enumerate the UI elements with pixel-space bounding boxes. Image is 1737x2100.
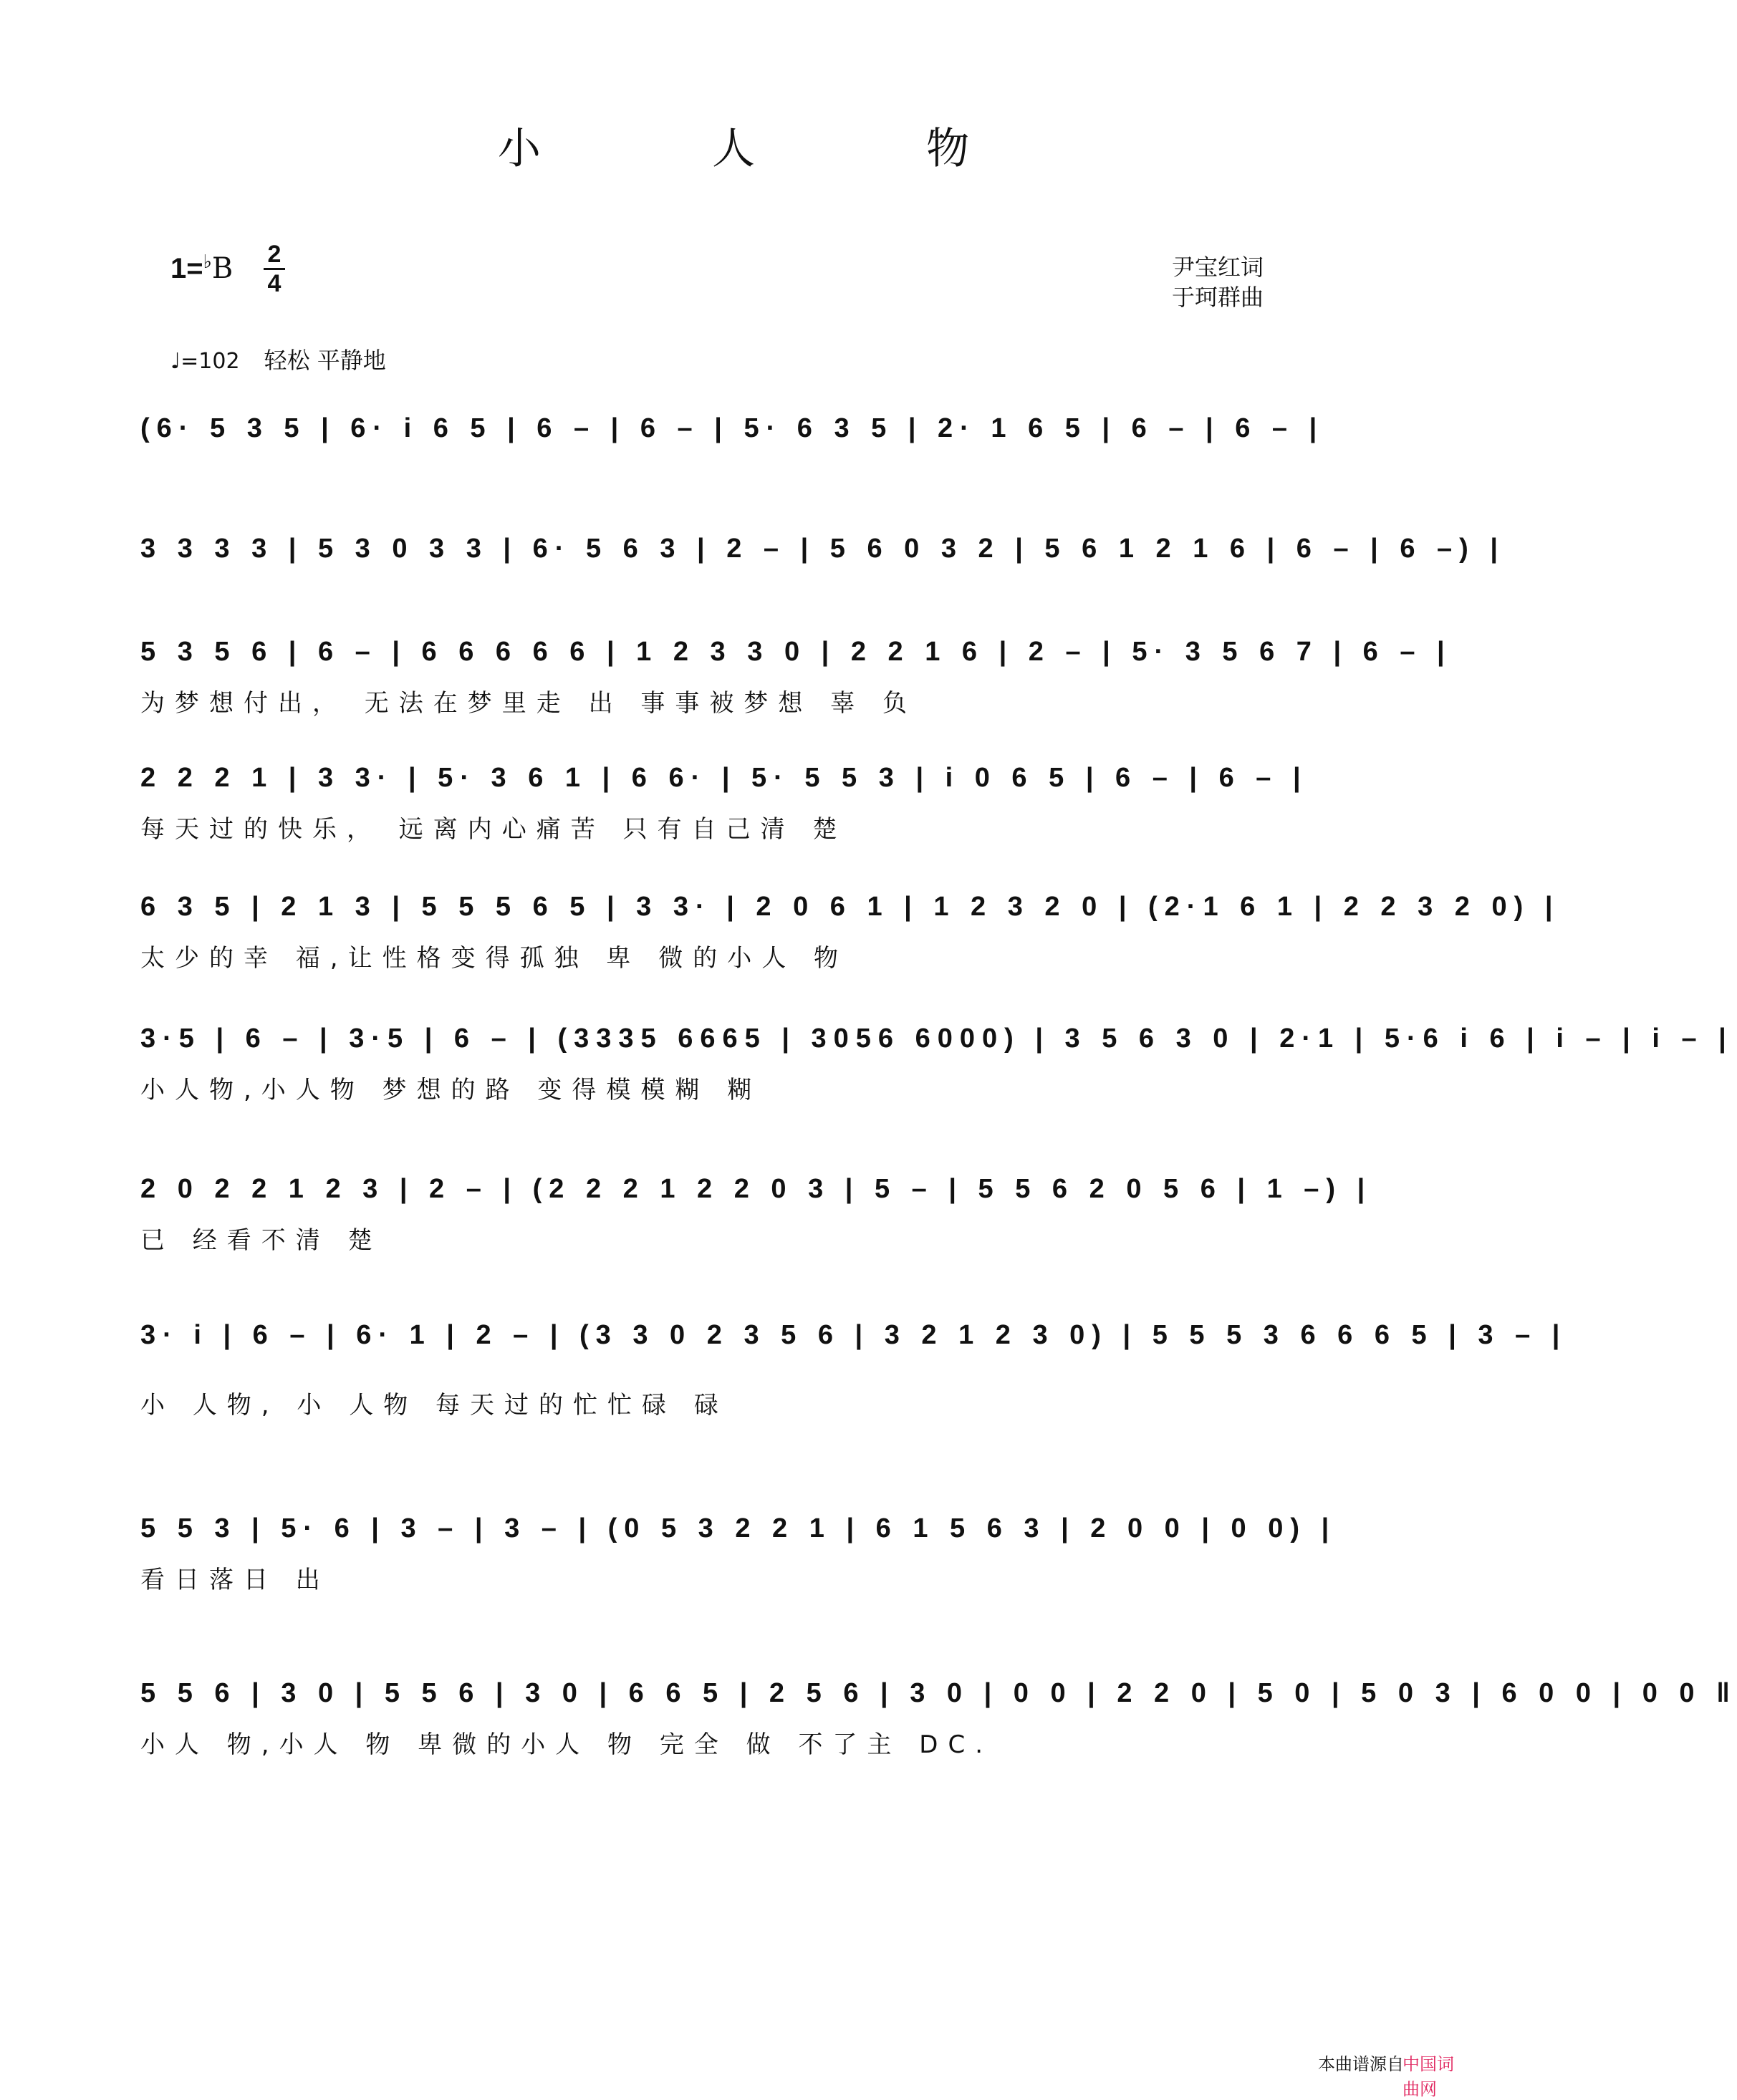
key-flat: ♭	[203, 251, 212, 272]
lyric-line: 已 经看不清 楚	[140, 1226, 382, 1255]
key-signature	[170, 251, 233, 285]
notation-line: 3·5 | 6 – | 3·5 | 6 – | (3335 6665 | 3056 6000) | 3 5 6 3 0 | 2·1 | 5·6 i 6 | i – | i – |	[140, 1023, 1733, 1054]
lyric-line: 看日落日 出	[140, 1566, 330, 1594]
lyric-line: 小 人物, 小 人物 每天过的忙忙碌 碌	[140, 1391, 728, 1420]
notation-line: 6 3 5 | 2 1 3 | 5 5 5 6 5 | 3 3· | 2 0 6 1 | 1 2 3 2 0 | (2·1 6 1 | 2 2 3 2 0) |	[140, 892, 1560, 922]
tempo-mark: ♩=102	[170, 349, 240, 374]
notation-line: 3· i | 6 – | 6· 1 | 2 – | (3 3 0 2 3 5 6 | 3 2 1 2 3 0) | 5 5 5 3 6 6 6 5 | 3 – |	[140, 1320, 1567, 1350]
meter-top: 2	[267, 241, 282, 268]
lyric-line: 小人 物,小人 物 卑微的小人 物 完全 做 不了主 DC.	[140, 1730, 993, 1759]
lyric-line: 太少的幸 福,让性格变得孤独 卑 微的小人 物	[140, 944, 849, 973]
time-signature	[264, 242, 285, 296]
lyric-line: 每天过的快乐， 远离内心痛苦 只有自己清 楚	[140, 815, 847, 844]
notation-line: (6· 5 3 5 | 6· i 6 5 | 6 – | 6 – | 5· 6 3 5 | 2· 1 6 5 | 6 – | 6 – |	[140, 413, 1324, 443]
tempo-marking	[170, 342, 386, 375]
lyric-line: 小人物,小人物 梦想的路 变得模模糊 糊	[140, 1076, 762, 1104]
notation-line: 2 2 2 1 | 3 3· | 5· 3 6 1 | 6 6· | 5· 5 5 3 | i 0 6 5 | 6 – | 6 – |	[140, 763, 1308, 793]
key-prefix: 1=	[170, 253, 203, 284]
meter-bottom: 4	[267, 270, 282, 297]
notation-line: 5 5 3 | 5· 6 | 3 – | 3 – | (0 5 3 2 2 1 | 6 1 5 6 3 | 2 0 0 | 0 0) |	[140, 1513, 1337, 1543]
song-title: 小 人 物	[497, 124, 1049, 174]
notation-line: 5 3 5 6 | 6 – | 6 6 6 6 6 | 1 2 3 3 0 | 2 2 1 6 | 2 – | 5· 3 5 6 7 | 6 – |	[140, 637, 1452, 667]
key-note: B	[211, 252, 234, 285]
composer: 于珂群曲	[1172, 284, 1264, 311]
footer-site: 中国词曲网	[1402, 2054, 1454, 2099]
lyric-line: 为梦想付出， 无法在梦里走 出 事事被梦想 辜 负	[140, 689, 918, 718]
footer-source: 本曲谱源自	[1318, 2054, 1404, 2074]
notation-line: 2 0 2 2 1 2 3 | 2 – | (2 2 2 1 2 2 0 3 | 5 – | 5 5 6 2 0 5 6 | 1 –) |	[140, 1174, 1372, 1204]
notation-line: 3 3 3 3 | 5 3 0 3 3 | 6· 5 6 3 | 2 – | 5 6 0 3 2 | 5 6 1 2 1 6 | 6 – | 6 –) |	[140, 534, 1506, 564]
expression-mark: 轻松 平静地	[264, 347, 386, 374]
notation-line: 5 5 6 | 3 0 | 5 5 6 | 3 0 | 6 6 5 | 2 5 6 | 3 0 | 0 0 | 2 2 0 | 5 0 | 5 0 3 | 6 0 0 | 0 0 ‖	[140, 1678, 1737, 1708]
lyricist: 尹宝红词	[1172, 254, 1264, 281]
credits	[1172, 252, 1264, 312]
